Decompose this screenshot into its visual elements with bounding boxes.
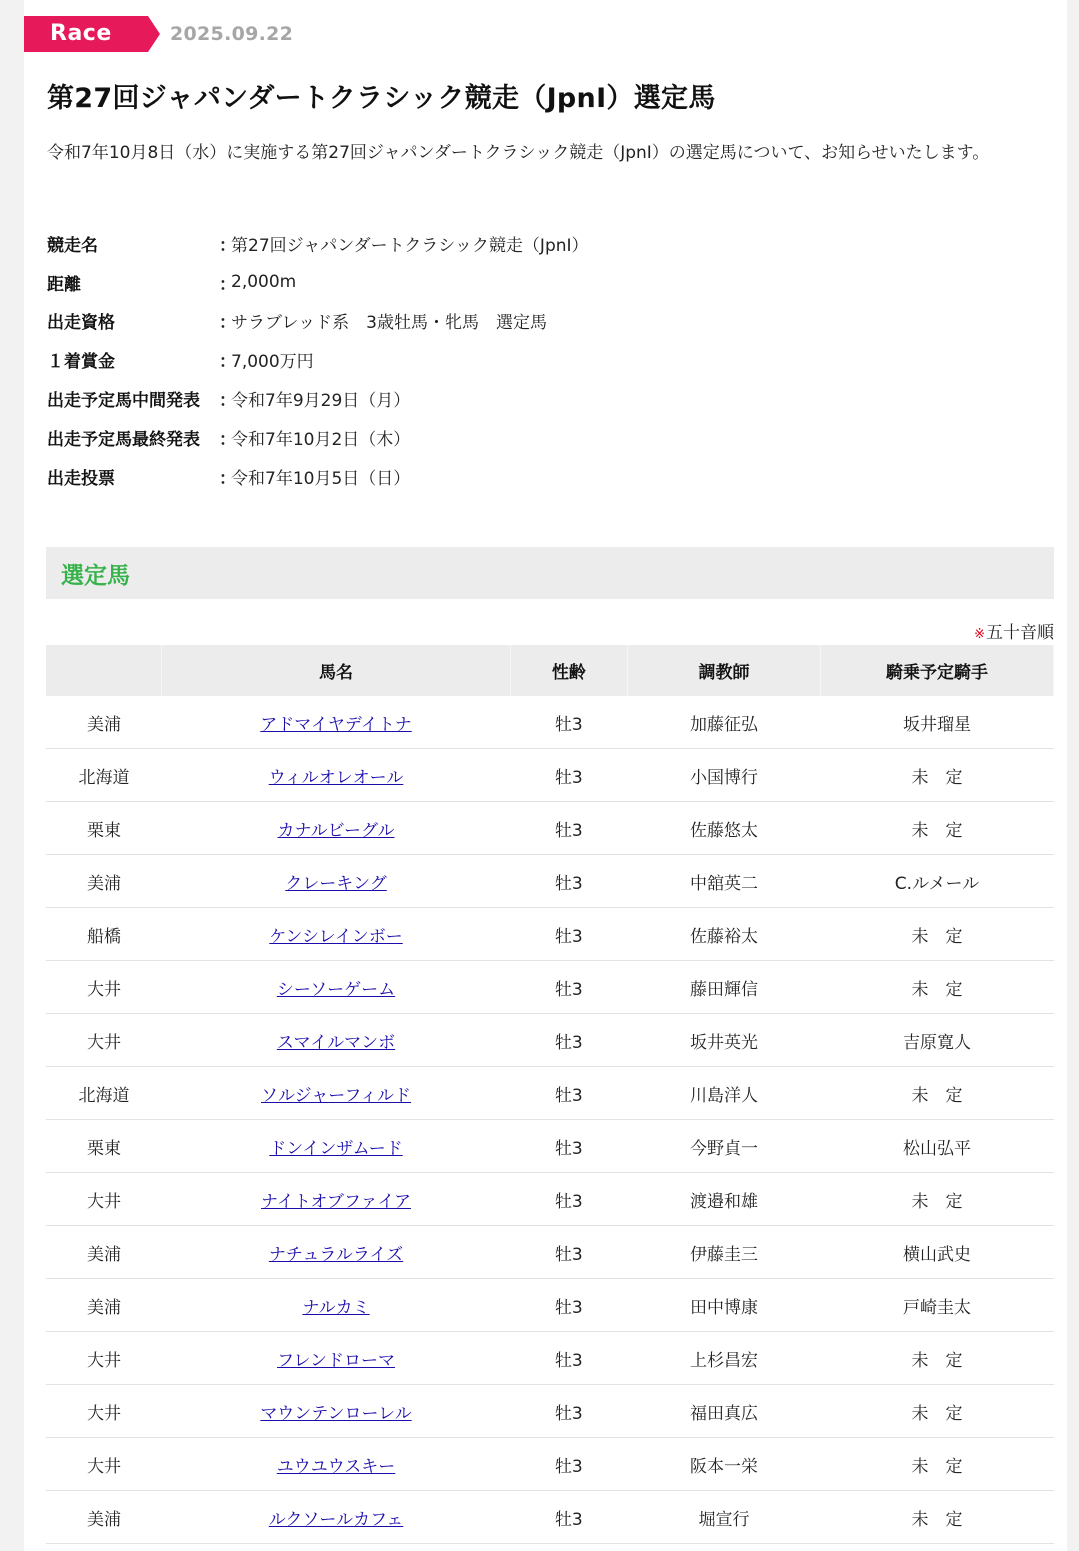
cell-trainer: 堀宣行 [628, 1491, 821, 1544]
cell-region: 北海道 [46, 1067, 162, 1120]
header-jockey: 騎乗予定騎手 [821, 645, 1054, 696]
header-sex-age: 性齢 [510, 645, 627, 696]
info-row [47, 224, 847, 263]
cell-jockey: 未 定 [821, 961, 1054, 1014]
cell-region: 栗東 [46, 1120, 162, 1173]
info-label: 競走名 [47, 235, 98, 256]
cell-sex-age: 牡3 [510, 696, 627, 749]
table-row [46, 1226, 1054, 1279]
cell-region: 栗東 [46, 802, 162, 855]
cell-region: 大井 [46, 1438, 162, 1491]
table-header-row [46, 645, 1054, 696]
cell-region: 大井 [46, 1014, 162, 1067]
cell-jockey: 未 定 [821, 1173, 1054, 1226]
cell-horse-name [162, 1385, 510, 1438]
cell-jockey: 未 定 [821, 1491, 1054, 1544]
table-row [46, 1385, 1054, 1438]
cell-trainer: 渡邉和雄 [628, 1173, 821, 1226]
cell-trainer: 阪本一栄 [628, 1438, 821, 1491]
cell-sex-age: 牡3 [510, 1067, 627, 1120]
horse-link[interactable]: アドマイヤデイトナ [260, 714, 412, 735]
table-row [46, 1120, 1054, 1173]
cell-jockey: 吉原寛人 [821, 1014, 1054, 1067]
info-colon: ： [219, 352, 236, 373]
cell-horse-name [162, 1226, 510, 1279]
cell-trainer: 佐藤悠太 [628, 802, 821, 855]
horse-link[interactable]: スマイルマンボ [276, 1032, 396, 1053]
cell-sex-age: 牡3 [510, 802, 627, 855]
cell-horse-name [162, 1279, 510, 1332]
table-row [46, 855, 1054, 908]
header-region [46, 645, 162, 696]
section-header [46, 547, 1054, 599]
cell-horse-name [162, 1067, 510, 1120]
info-colon: ： [219, 429, 236, 450]
cell-jockey: 戸崎圭太 [821, 1279, 1054, 1332]
info-row [47, 340, 847, 379]
horse-link[interactable]: ルクソールカフェ [268, 1509, 404, 1530]
cell-jockey: 未 定 [821, 802, 1054, 855]
horse-table [46, 645, 1054, 1544]
cell-horse-name [162, 802, 510, 855]
cell-sex-age: 牡3 [510, 1173, 627, 1226]
cell-trainer: 加藤征弘 [628, 696, 821, 749]
cell-horse-name [162, 749, 510, 802]
cell-jockey: 松山弘平 [821, 1120, 1054, 1173]
info-colon: ： [219, 391, 236, 412]
cell-region: 大井 [46, 1173, 162, 1226]
info-value: 令和7年10月5日（日） [231, 468, 411, 489]
horse-link[interactable]: マウンテンローレル [260, 1403, 412, 1424]
info-row [47, 418, 847, 457]
info-colon: ： [219, 468, 236, 489]
cell-region: 美浦 [46, 1226, 162, 1279]
cell-region: 美浦 [46, 1491, 162, 1544]
cell-trainer: 佐藤裕太 [628, 908, 821, 961]
cell-sex-age: 牡3 [510, 1332, 627, 1385]
info-colon: ： [219, 235, 236, 256]
cell-horse-name [162, 1173, 510, 1226]
cell-region: 船橋 [46, 908, 162, 961]
header-trainer: 調教師 [628, 645, 821, 696]
cell-jockey: 横山武史 [821, 1226, 1054, 1279]
info-label: 出走投票 [47, 468, 115, 489]
cell-sex-age: 牡3 [510, 1014, 627, 1067]
intro-text: 令和7年10月8日（水）に実施する第27回ジャパンダートクラシック競走（JpnⅠ）の選定馬について、お知らせいたします。 [47, 143, 990, 163]
cell-trainer: 上杉昌宏 [628, 1332, 821, 1385]
cell-sex-age: 牡3 [510, 1226, 627, 1279]
info-row [47, 379, 847, 418]
cell-jockey: 未 定 [821, 749, 1054, 802]
horse-link[interactable]: ナルカミ [302, 1297, 370, 1318]
cell-jockey: C.ルメール [821, 855, 1054, 908]
info-value: 第27回ジャパンダートクラシック競走（JpnⅠ） [231, 235, 589, 256]
note-mark: ※ [974, 627, 985, 642]
horse-link[interactable]: ウィルオレオール [268, 767, 404, 788]
cell-sex-age: 牡3 [510, 1385, 627, 1438]
info-value: 令和7年9月29日（月） [231, 391, 411, 412]
cell-trainer: 藤田輝信 [628, 961, 821, 1014]
cell-region: 大井 [46, 961, 162, 1014]
table-row [46, 908, 1054, 961]
info-value: 2,000m [231, 272, 297, 293]
cell-trainer: 小国博行 [628, 749, 821, 802]
info-label: 出走予定馬最終発表 [47, 429, 200, 450]
horse-link[interactable]: ケンシレインボー [269, 926, 403, 947]
cell-horse-name [162, 908, 510, 961]
table-row [46, 961, 1054, 1014]
publish-date: 2025.09.22 [170, 23, 294, 45]
table-row [46, 1279, 1054, 1332]
cell-sex-age: 牡3 [510, 908, 627, 961]
table-row [46, 1491, 1054, 1544]
info-colon: ： [219, 313, 236, 334]
horse-link[interactable]: フレンドローマ [277, 1350, 395, 1371]
page-title: 第27回ジャパンダートクラシック競走（JpnⅠ）選定馬 [47, 83, 716, 114]
info-row [47, 263, 847, 302]
cell-jockey: 未 定 [821, 1438, 1054, 1491]
cell-region: 大井 [46, 1332, 162, 1385]
section-title: 選定馬 [61, 562, 130, 589]
cell-jockey: 未 定 [821, 1385, 1054, 1438]
note-text: 五十音順 [986, 623, 1054, 643]
table-row [46, 1067, 1054, 1120]
info-value: 7,000万円 [231, 352, 314, 373]
race-info-list [47, 224, 847, 496]
cell-region: 美浦 [46, 696, 162, 749]
category-tag[interactable]: Race [24, 16, 148, 52]
cell-horse-name [162, 1120, 510, 1173]
table-row [46, 1332, 1054, 1385]
cell-sex-age: 牡3 [510, 1491, 627, 1544]
cell-trainer: 田中博康 [628, 1279, 821, 1332]
cell-horse-name [162, 1332, 510, 1385]
cell-trainer: 坂井英光 [628, 1014, 821, 1067]
cell-jockey: 未 定 [821, 908, 1054, 961]
info-value: サラブレッド系 3歳牡馬・牝馬 選定馬 [231, 313, 547, 334]
table-row [46, 1438, 1054, 1491]
sort-note [974, 618, 1054, 643]
cell-horse-name [162, 1491, 510, 1544]
cell-region: 大井 [46, 1385, 162, 1438]
info-row [47, 302, 847, 341]
cell-horse-name [162, 1014, 510, 1067]
table-row [46, 802, 1054, 855]
cell-trainer: 今野貞一 [628, 1120, 821, 1173]
horse-link[interactable]: ナイトオブファイア [261, 1191, 411, 1212]
cell-sex-age: 牡3 [510, 855, 627, 908]
cell-jockey: 坂井瑠星 [821, 696, 1054, 749]
cell-region: 美浦 [46, 1279, 162, 1332]
cell-jockey: 未 定 [821, 1332, 1054, 1385]
info-value: 令和7年10月2日（木） [231, 429, 411, 450]
cell-trainer: 中舘英二 [628, 855, 821, 908]
horse-link[interactable]: ユウユウスキー [276, 1456, 396, 1477]
table-row [46, 1014, 1054, 1067]
horse-link[interactable]: シーソーゲーム [276, 979, 396, 1000]
cell-sex-age: 牡3 [510, 749, 627, 802]
horse-link[interactable]: ドンインザムード [269, 1138, 403, 1159]
cell-trainer: 福田真広 [628, 1385, 821, 1438]
cell-horse-name [162, 961, 510, 1014]
table-row [46, 1173, 1054, 1226]
table-row [46, 696, 1054, 749]
info-label: １着賞金 [47, 352, 115, 373]
horse-link[interactable]: ソルジャーフィルド [261, 1085, 412, 1106]
info-colon: ： [219, 274, 236, 295]
horse-link[interactable]: カナルビーグル [277, 820, 395, 841]
horse-link[interactable]: ナチュラルライズ [268, 1244, 404, 1265]
table-row [46, 749, 1054, 802]
info-label: 距離 [47, 274, 81, 295]
cell-horse-name [162, 696, 510, 749]
article [24, 0, 1067, 1551]
info-label: 出走資格 [47, 313, 115, 334]
cell-trainer: 伊藤圭三 [628, 1226, 821, 1279]
horse-link[interactable]: クレーキング [285, 873, 387, 894]
info-row [47, 457, 847, 496]
cell-region: 北海道 [46, 749, 162, 802]
cell-sex-age: 牡3 [510, 961, 627, 1014]
info-label: 出走予定馬中間発表 [47, 391, 200, 412]
cell-region: 美浦 [46, 855, 162, 908]
cell-sex-age: 牡3 [510, 1279, 627, 1332]
cell-horse-name [162, 855, 510, 908]
cell-horse-name [162, 1438, 510, 1491]
cell-sex-age: 牡3 [510, 1438, 627, 1491]
article-meta [24, 16, 293, 52]
cell-trainer: 川島洋人 [628, 1067, 821, 1120]
cell-sex-age: 牡3 [510, 1120, 627, 1173]
header-horse-name: 馬名 [162, 645, 510, 696]
cell-jockey: 未 定 [821, 1067, 1054, 1120]
